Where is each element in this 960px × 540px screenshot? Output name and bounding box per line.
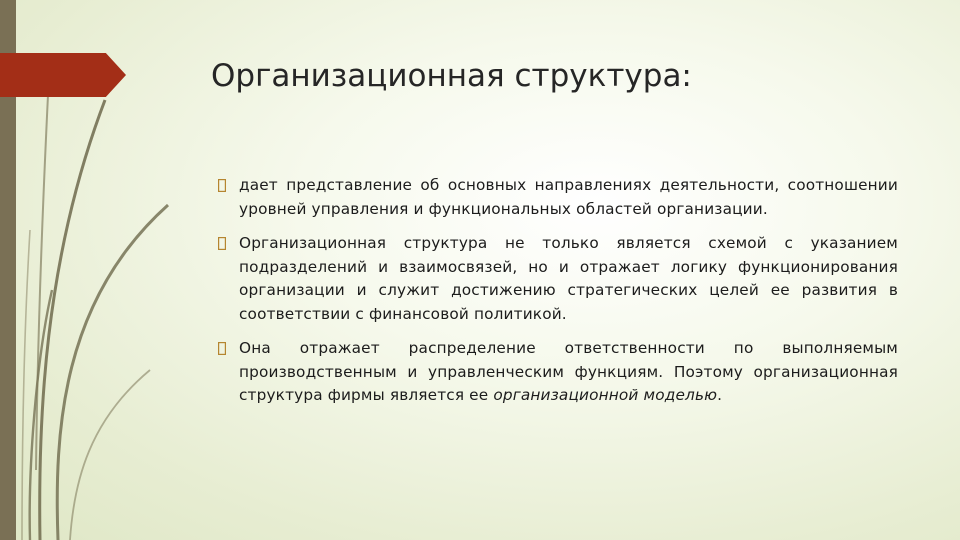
title-accent-arrow [0,53,126,97]
slide-title: Организационная структура: [211,58,692,94]
bullet-tail-text: . [717,386,723,404]
bullet-text: Организационная структура не только является схемой с указанием подразделений и взаимосвязей, но и отражает логику функционирования организации и служит достижению стратегических целей ее развития в соответствии с финансовой политикой. [239,234,898,323]
bullet-item [218,174,898,221]
bullet-square-icon [218,237,226,250]
bullet-item [218,337,898,408]
bullet-square-icon [218,179,226,192]
bullet-emphasis-text: организационной моделью [493,386,718,404]
bullet-text: Она отражает распределение ответственности по выполняемым производственным и управленческим функциям. Поэтому организационная структура фирмы является ее [239,339,898,404]
bullet-square-icon [218,342,226,355]
bullet-list [218,174,898,419]
bullet-text: дает представление об основных направлениях деятельности, соотношении уровней управления и функциональных областей организации. [239,176,898,218]
bullet-item [218,232,898,326]
